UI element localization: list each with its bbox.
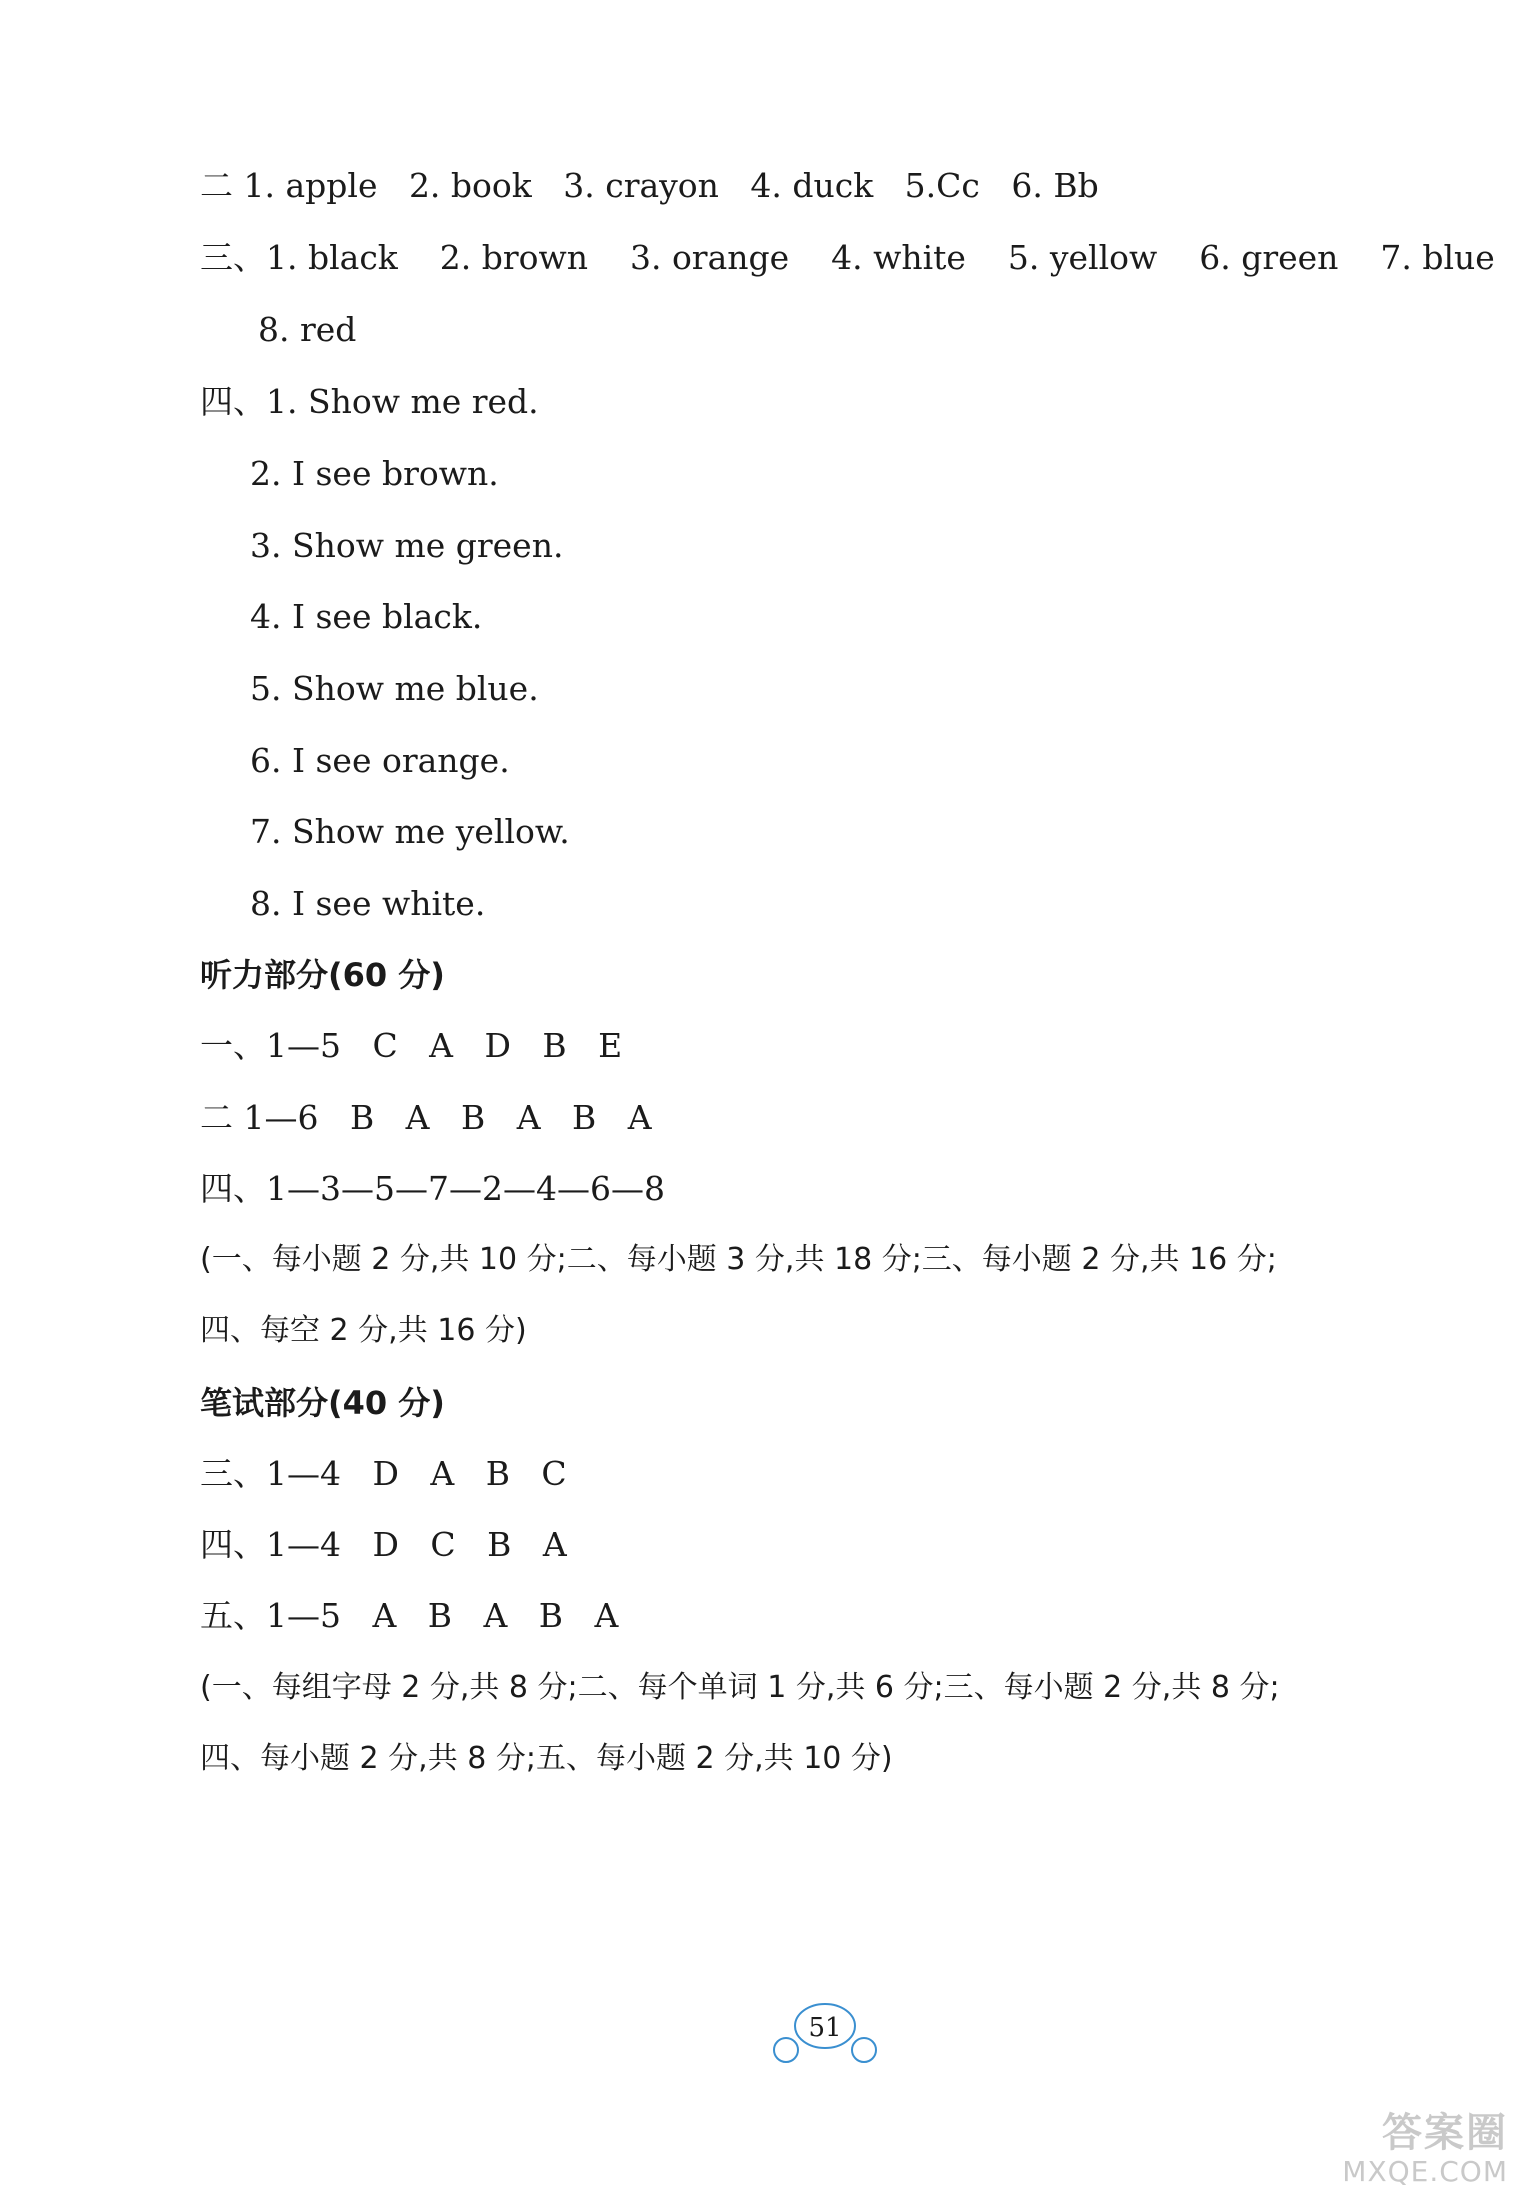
page-number: 51 [808,2013,842,2043]
watermark-url: MXQE.COM [1342,2155,1508,2188]
written-answer-5: 五、1—5 A B A B A [200,1596,619,1635]
answer-line-section-2: 二 1. apple 2. book 3. crayon 4. duck 5.Cc 6. Bb [200,166,1099,205]
heading-written: 笔试部分(40 分) [200,1384,445,1422]
page-number-badge [770,1998,880,2068]
answer-line-section-4-item-6: 6. I see orange. [250,741,510,780]
answer-line-section-4-item-2: 2. I see brown. [250,454,499,493]
bubble-decoration-icon [770,1998,880,2068]
heading-listening: 听力部分(60 分) [200,956,445,994]
written-answer-4: 四、1—4 D C B A [200,1525,567,1564]
answer-line-section-3: 三、1. black 2. brown 3. orange 4. white 5. yellow 6. green 7. blue [200,238,1495,277]
listening-scoring-note: (一、每小题 2 分,共 10 分;二、每小题 3 分,共 18 分;三、每小题 2 分,共 16 分; [200,1242,1277,1277]
written-scoring-note-cont: 四、每小题 2 分,共 8 分;五、每小题 2 分,共 10 分) [200,1741,893,1776]
listening-answer-4: 四、1—3—5—7—2—4—6—8 [200,1169,665,1208]
answer-line-section-4-item-1: 四、1. Show me red. [200,382,539,421]
answer-line-section-4-item-7: 7. Show me yellow. [250,812,570,851]
answer-line-section-4-item-8: 8. I see white. [250,884,486,923]
watermark [1342,2110,1508,2188]
written-answer-3: 三、1—4 D A B C [200,1454,567,1493]
listening-answer-1: 一、1—5 C A D B E [200,1026,623,1065]
written-scoring-note: (一、每组字母 2 分,共 8 分;二、每个单词 1 分,共 6 分;三、每小题 2 分,共 8 分; [200,1670,1280,1705]
watermark-logo-text: 答案圈 [1382,2110,1508,2156]
answer-line-section-4-item-3: 3. Show me green. [250,526,564,565]
answer-line-section-4-item-5: 5. Show me blue. [250,669,539,708]
listening-scoring-note-cont: 四、每空 2 分,共 16 分) [200,1313,527,1348]
answer-line-section-4-item-4: 4. I see black. [250,597,483,636]
answer-line-section-3-cont: 8. red [258,310,357,349]
listening-answer-2: 二 1—6 B A B A B A [200,1098,652,1137]
